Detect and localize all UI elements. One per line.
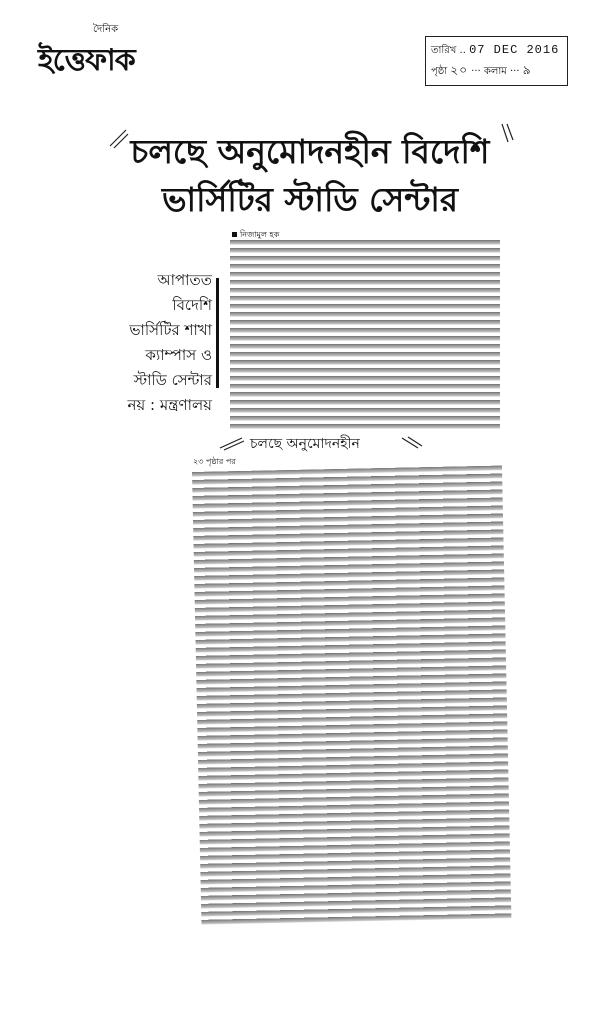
article-body-top: [230, 240, 500, 430]
pullquote: [40, 268, 212, 418]
newspaper-logo: ইত্তেফাক: [38, 43, 135, 78]
pullquote-line: নয় : মন্ত্রণালয়: [127, 396, 212, 414]
pullquote-line: ভার্সিটির শাখা: [129, 321, 212, 339]
column-value: ৯: [522, 64, 532, 78]
continuation-from: ২৩ পৃষ্ঠার পর: [193, 457, 236, 466]
pen-mark: [400, 436, 422, 450]
byline: নিজামুল হক: [232, 229, 279, 242]
pullquote-line: ক্যাম্পাস ও: [145, 346, 212, 364]
column-label: কলাম: [483, 66, 507, 77]
page-value: ২০: [450, 64, 468, 78]
date-value: 07 DEC 2016: [469, 43, 560, 57]
headline-line-1: চলছে অনুমোদনহীন বিদেশি: [130, 132, 490, 171]
pullquote-line: বিদেশি: [172, 296, 212, 314]
continuation-heading: চলছে অনুমোদনহীন: [250, 436, 360, 452]
pullquote-rule: [216, 278, 219, 388]
pullquote-line: স্টাডি সেন্টার: [133, 371, 212, 389]
masthead-small: দৈনিক: [93, 24, 119, 35]
article-body-continued: [192, 466, 511, 925]
pen-mark: [500, 122, 514, 144]
page-label: পৃষ্ঠা: [431, 66, 448, 77]
date-label: তারিখ: [431, 45, 457, 56]
headline: [120, 128, 500, 224]
pullquote-line: আপাতত: [157, 271, 212, 289]
headline-line-2: ভার্সিটির স্টাডি সেন্টার: [161, 180, 459, 219]
date-stamp: তারিখ .. 07 DEC 2016 পৃষ্ঠা ২০ ··· কলাম ··· ৯: [425, 36, 568, 86]
pen-mark: [218, 436, 244, 450]
